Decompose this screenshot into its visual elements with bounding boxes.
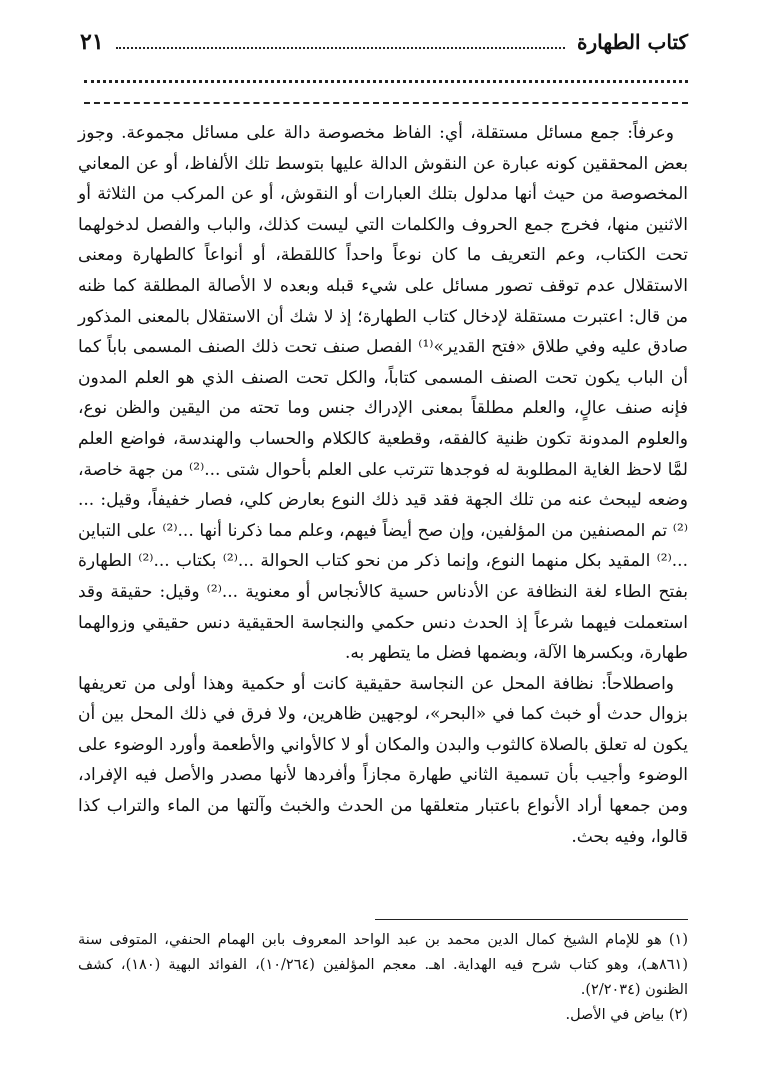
book-title: كتاب الطهارة: [577, 30, 688, 54]
dotted-separator: [84, 80, 688, 83]
running-header: [80, 24, 688, 60]
footnotes: [78, 928, 688, 1028]
footnote-2: (٢) بياض في الأصل.: [565, 1007, 688, 1023]
paragraph-terminology: واصطلاحاً: نظافة المحل عن النجاسة حقيقية كانت أو حكمية وهذا أولى من تعريفها بزوال حدث أو خبث كما في «البحر»، لوجهين ظاهرين، ولا فرق في ذلك المحل بين أن يكون له تعلق بالصلاة كالثوب والبدن والمكان أو لا كالأواني والأطعمة وأورد الوضوء على الوضوء وأجيب بأن تسمية الثاني طهارة مجازاً وأفردها لأنها مصدر والأصل فيه الإفراد، ومن جمعها أراد الأنواع باعتبار متعلقها من الحدث والخبث وآلتها من الماء والتراب كذا قالوا، وفيه بحث.: [78, 673, 688, 847]
footnote-1: (١) هو للإمام الشيخ كمال الدين محمد بن عبد الواحد المعروف بابن الهمام الحنفي، المتوفى سنة (٨٦١هـ)، وهو كتاب شرح فيه الهداية. اهـ. معجم المؤلفين (١٠/٢٦٤)، الفوائد البهية (١٨٠)، كشف الظنون (٢/٢٠٣٤).: [78, 932, 688, 998]
header-dotted-leader: [116, 35, 565, 49]
footnote-separator: [375, 919, 688, 920]
dashed-separator: [84, 102, 688, 104]
page-number: ٢١: [80, 29, 104, 55]
main-text: [78, 118, 688, 852]
paragraph-definition: وعرفاً: جمع مسائل مستقلة، أي: الفاظ مخصوصة دالة على مسائل مجموعة. وجوز بعض المحققين كونه عبارة عن النقوش الدالة عليها بتوسط تلك الألفاظ، أو عن المعاني المخصوصة من حيث أنها مدلول بتلك العبارات أو النقوش، أو عن المركب من الثلاثة أو الاثنين منها، فخرج جمع الحروف والكلمات التي ليست كذلك، والباب والفصل لدخولهما تحت الكتاب، وعم التعريف ما كان نوعاً واحداً كاللقطة، أو أنواعاً كالطهارة ومعنى الاستقلال عدم توقف تصور مسائل على شيء قبله وبعده لا الأصالة المطلقة كما ظنه من قال: اعتبرت مستقلة لإدخال كتاب الطهارة؛ إذ لا شك أن الاستقلال بالمعنى المذكور صادق عليه وفي طلاق «فتح القدير»⁽¹⁾ الفصل صنف تحت ذلك الصنف المسمى باباً كما أن الباب يكون تحت الصنف المسمى كتاباً، والكل تحت الصنف الذي هو العلم المدون فإنه صنف عالٍ، والعلم مطلقاً بمعنى الإدراك جنس وما تحته من اليقين والظن نوع، والعلوم المدونة تكون ظنية كالفقه، وقطعية كالكلام والحساب والهندسة، فواضع العلم لمَّا لاحظ الغاية المطلوبة له فوجدها تترتب على العلم بأحوال شتى ...⁽²⁾ من جهة خاصة، وضعه ليبحث عنه من تلك الجهة فقد قيد ذلك النوع بعارض كلي، فصار خفيفاً، وقيل: ...⁽²⁾ تم المصنفين من المؤلفين، وإن صح أيضاً فيهم، وعلم مما ذكرنا أنها ...⁽²⁾ على التباين ...⁽²⁾ المقيد بكل منهما النوع، وإنما ذكر من نحو كتاب الحوالة ...⁽²⁾ بكتاب ...⁽²⁾ الطهارة بفتح الطاء لغة النظافة عن الأدناس حسية كالأنجاس أو معنوية ...⁽²⁾ وقيل: حقيقة وقد استعملت فيهما شرعاً إذ الحدث دنس حكمي والنجاسة الحقيقية دنس حقيقي وزوالهما طهارة، وبكسرها الآلة، وبضمها فضل ما يتطهر به.: [78, 123, 688, 664]
